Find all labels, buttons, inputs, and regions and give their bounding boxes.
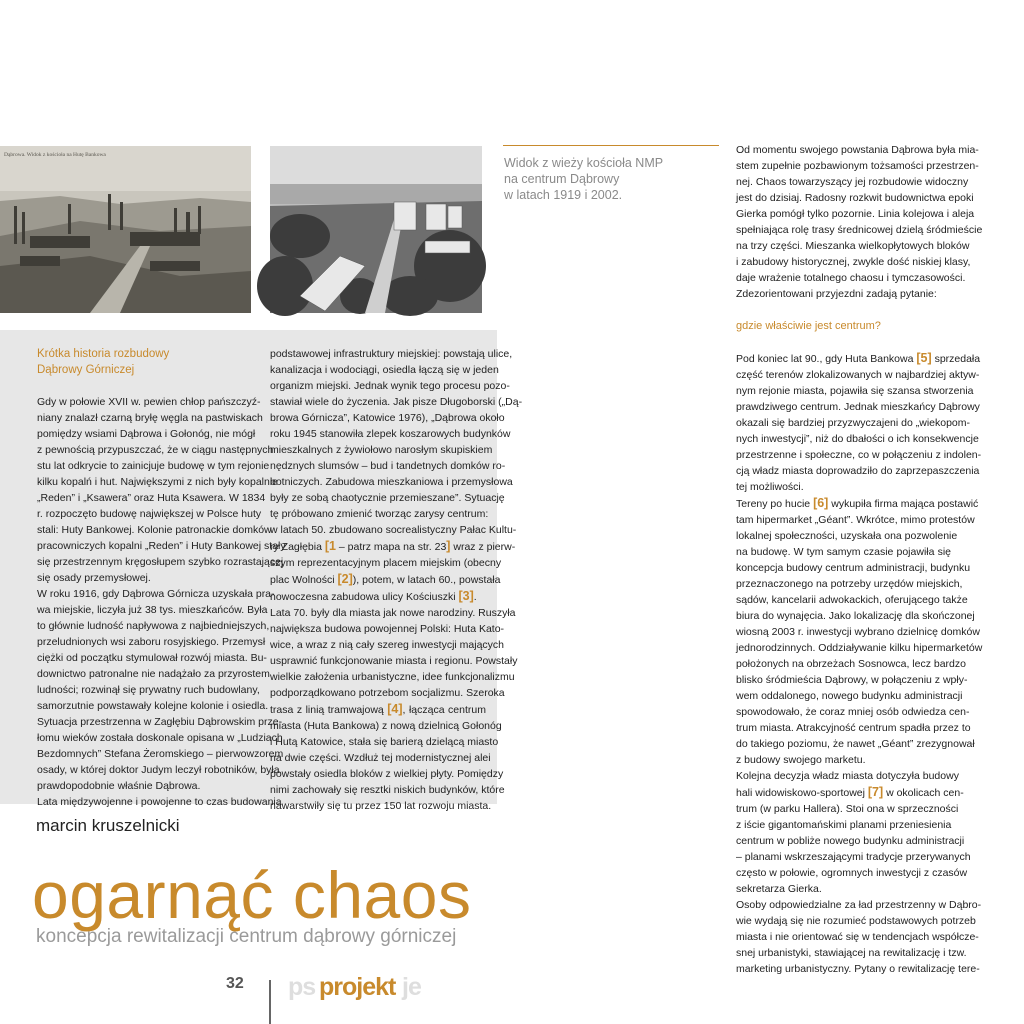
text-line: sądów, kancelarii adwokackich, oferującego także	[736, 594, 968, 606]
text-line: koncepcja budowy centrum administracji, budynku	[736, 562, 971, 574]
photo-1919-image	[0, 146, 251, 313]
text-line: kanalizacja i wodociągi, osiedla łączą się w jeden	[270, 364, 499, 376]
text-fragment: wykupiła firma mająca postawić	[828, 498, 979, 510]
text-line: okazali się bardziej przyzwyczajeni do „wiekopom-	[736, 417, 971, 429]
caption-line: Widok z wieży kościoła NMP	[504, 156, 664, 170]
text-line: wiosną 2003 r. inwestycji wybrano dzielnicę domków	[736, 626, 980, 638]
text-line: jednorodzinnych. Oddziaływanie kilku hipermarketów	[736, 642, 983, 654]
text-line: sekretarza Gierka.	[736, 883, 822, 895]
text-fragment: trasa z linią tramwajową	[270, 704, 388, 716]
photo-inscription: Dąbrowa. Widok z kościoła na Hutę Bankowa	[4, 152, 106, 158]
caption-rule	[503, 145, 719, 146]
map-reference: [5]	[916, 351, 932, 365]
text-line: cją władz miasta doprowadziło do zaprzepaszczenia	[736, 465, 980, 477]
text-line: przestrzenne i społeczne, co w połączeniu z indolen-	[736, 449, 982, 461]
history-column-2	[270, 346, 523, 814]
text-fragment: Tereny po hucie	[736, 498, 814, 510]
text-line: stali: Huty Bankowej. Kolonie patronackie domków	[37, 524, 272, 536]
text-line: Bezdomnych” Stefana Żeromskiego – pierwowzorem	[37, 748, 284, 760]
text-line: Gierka pomógł tylko pozornie. Linia kolejowa i aleja	[736, 208, 975, 220]
text-line	[270, 588, 486, 605]
text-line: do takiego poziomu, że nawet „Géant” zrezygnował	[736, 738, 975, 750]
text-line: mieszkalnych z żywiołowo narosłym skupiskiem	[270, 444, 493, 456]
text-line: daje wrażenie totalnego chaosu i tymczasowości.	[736, 272, 966, 284]
text-fragment: nowoczesna zabudowa ulicy Kościuszki	[270, 591, 459, 603]
text-line: się osady przemysłowej.	[37, 572, 151, 584]
text-line: prawdziwego centrum. Jednak mieszkańcy Dąbrowy	[736, 401, 980, 413]
text-line	[736, 350, 981, 367]
text-line: na budowę. W tym samym czasie pojawiła się	[736, 546, 951, 558]
map-reference: [7]	[867, 785, 884, 799]
text-line: pracowniczych kopalni „Reden” i Huty Bankowej stały	[37, 540, 286, 552]
text-line	[270, 538, 516, 555]
text-line: z budowy swojego marketu.	[736, 754, 866, 766]
text-line: jest do dzisiaj. Radosny rozkwit budownictwa epoki	[736, 192, 974, 204]
text-line: nimi zachowały się resztki niskich budynków, które	[270, 784, 505, 796]
text-line: położonych na obrzeżach Sosnowca, lecz bardzo	[736, 658, 966, 670]
article-column	[736, 142, 983, 977]
text-line: W roku 1916, gdy Dąbrowa Górnicza uzyskała pra-	[37, 588, 275, 600]
text-line: łomu wieków została doskonale opisana w „Ludziach	[37, 732, 283, 744]
text-line: botniczych. Zabudowa mieszkaniowa i przemysłowa	[270, 476, 513, 488]
text-line: spowodowało, że coraz mniej osób odwiedza cen-	[736, 706, 970, 718]
photo-caption	[504, 155, 719, 203]
page-number: 32	[226, 975, 244, 992]
map-reference: [4]	[387, 702, 403, 716]
text-line: r. rozpoczęto budowę największej w Polsce huty	[37, 508, 262, 520]
text-line: marketing urbanistyczny. Pytany o rewitalizację tere-	[736, 963, 980, 975]
text-line: trum miasta. Atrakcyjność centrum spadła przez to	[736, 722, 971, 734]
photo-2002	[270, 146, 482, 313]
text-fragment: – patrz mapa na str. 23	[335, 541, 447, 553]
history-text-1	[37, 394, 286, 810]
map-reference: [2]	[337, 572, 353, 586]
text-fragment: wraz z pierw-	[450, 541, 516, 553]
text-line: część terenów zlokalizowanych w najbardziej aktyw-	[736, 369, 980, 381]
text-line: Kolejna decyzja władz miasta dotyczyła budowy	[736, 770, 959, 782]
text-line: w latach 50. zbudowano socrealistyczny Pałac Kultu-	[270, 524, 517, 536]
text-line: spełniająca rolę trasy średnicowej dzielą śródmieście	[736, 224, 983, 236]
text-line: i zabudowy historycznej, zwykle dość niskiej klasy,	[736, 256, 971, 268]
footer-section-name: projekt	[319, 973, 396, 1001]
caption-line: w latach 1919 i 2002.	[504, 188, 623, 202]
text-line: – planami wskrzeszającymi tradycje przerywanych	[736, 851, 971, 863]
text-fragment: ry Zagłębia	[270, 541, 325, 553]
text-line: roku 1945 stanowiła zlepek koszarowych budynków	[270, 428, 511, 440]
footer-rule	[269, 980, 271, 1024]
history-text-2	[270, 346, 523, 814]
text-line: tę próbowano zmienić tworząc zarysy centrum:	[270, 508, 489, 520]
text-line	[270, 571, 501, 588]
text-line: szym reprezentacyjnym placem miejskim (obecny	[270, 557, 502, 569]
text-line	[270, 701, 486, 718]
footer-ghost-left: ps	[288, 973, 316, 1001]
text-fragment: sprzedała	[931, 353, 981, 365]
text-fragment: plac Wolności	[270, 574, 338, 586]
text-line	[736, 495, 979, 512]
text-line: samorzutnie powstawały kolejne kolonie i osiedla.	[37, 700, 269, 712]
text-line: nej. Chaos towarzyszący jej rozbudowie widoczny	[736, 176, 969, 188]
text-line: Osoby odpowiedzialne za ład przestrzenny w Dąbro-	[736, 899, 982, 911]
text-line: często w połowie, ogromnych inwestycji z czasów	[736, 867, 968, 879]
text-line: stawiał wiele do życzenia. Jak pisze Długoborski („Dą-	[270, 396, 523, 408]
text-fragment: ), potem, w latach 60., powstała	[352, 574, 501, 586]
article-author: marcin kruszelnicki	[36, 816, 180, 835]
text-line: największa budowa powojennej Polski: Huta Kato-	[270, 623, 505, 635]
text-line: biura do wynajęcia. Jako lokalizację dla skończonej	[736, 610, 975, 622]
text-line: pomiędzy wsiami Dąbrowa i Gołonóg, nie mógł	[37, 428, 256, 440]
text-line: się przestrzennym kręgosłupem szybko rozrastającej	[37, 556, 284, 568]
footer-ghost-right: je	[402, 973, 421, 1001]
caption-line: na centrum Dąbrowy	[504, 172, 620, 186]
text-fragment: w okolicach cen-	[883, 787, 964, 799]
text-line: ciężki od początku stymulował rozwój miasta. Bu-	[37, 652, 267, 664]
text-line: blisko śródmieścia Dąbrowy, w połączeniu z wpły-	[736, 674, 968, 686]
article-question: gdzie właściwie jest centrum?	[736, 320, 881, 332]
text-fragment: hali widowiskowo-sportowej	[736, 787, 868, 799]
text-line: usprawnić funkcjonowanie miasta i regionu. Powstały	[270, 655, 518, 667]
text-line: przeznaczonego na potrzeby urzędów miejskich,	[736, 578, 963, 590]
text-line: lokalnej społeczności, uzyskała ona pozwolenie	[736, 530, 958, 542]
history-heading: Krótka historia rozbudowy	[37, 348, 170, 360]
text-line: tam hipermarket „Géant”. Wkrótce, mimo protestów	[736, 514, 975, 526]
text-line: miasta (Huta Bankowa) z nową dzielnicą Gołonóg	[270, 720, 502, 732]
text-line: niany znalazł czarną bryłę węgla na pastwiskach	[37, 412, 263, 424]
history-heading: Dąbrowy Górniczej	[37, 364, 135, 376]
text-line: to głównie ludność napływowa z najbiedniejszych,	[37, 620, 270, 632]
text-line: Od momentu swojego powstania Dąbrowa była mia-	[736, 144, 979, 156]
article-title: ogarnąć chaos	[32, 858, 472, 932]
article-body	[736, 350, 983, 977]
text-line: Sytuacja przestrzenna w Zagłębiu Dąbrowskim prze-	[37, 716, 283, 728]
text-line: snej urbanistyki, stawiającej na rewitalizację i tzw.	[736, 947, 967, 959]
text-line: z pewnością przypuszczać, że w ciągu następnych	[37, 444, 274, 456]
text-line	[736, 784, 964, 801]
map-reference: ]	[446, 539, 451, 553]
text-line: stu lat odkrycie to zainicjuje budowę w tym rejonie	[37, 460, 270, 472]
text-line: podstawowej infrastruktury miejskiej: powstają ulice,	[270, 348, 513, 360]
text-fragment: , łącząca centrum	[402, 704, 486, 716]
article-subtitle: koncepcja rewitalizacji centrum dąbrowy górniczej	[36, 926, 457, 947]
text-line: prawdopodobnie właśnie Dąbrowa.	[37, 780, 201, 792]
text-fragment: Pod koniec lat 90., gdy Huta Bankowa	[736, 353, 917, 365]
text-line: browa Górnicza”, Katowice 1976), „Dąbrowa około	[270, 412, 505, 424]
text-line: nym rejonie miasta, pojawiła się szansa stworzenia	[736, 385, 974, 397]
text-line: „Reden” i „Ksawera” oraz Huta Ksawera. W 1834	[37, 492, 266, 504]
text-line: ludności; rozwinął się prywatny ruch budowlany,	[37, 684, 260, 696]
text-line: wielkie założenia urbanistyczne, idee funkcjonalizmu	[270, 671, 515, 683]
text-line: Lata międzywojenne i powojenne to czas budowania	[37, 796, 282, 808]
text-line: i Hutą Katowice, stała się barierą dzielącą miasto	[270, 736, 499, 748]
text-line: wie wydają się nie rozumieć podstawowych potrzeb	[736, 915, 976, 927]
text-line: były ze sobą chaotycznie przemieszane”. Sytuację	[270, 492, 505, 504]
text-line: downictwo patronalne nie nadążało za przyrostem	[37, 668, 270, 680]
text-line: na dwie części. Wzdłuż tej modernistycznej alei	[270, 752, 491, 764]
text-line: Zdezorientowani przyjezdni zadają pytanie:	[736, 288, 937, 300]
text-line: nędznych slumsów – bud i tandetnych domków ro-	[270, 460, 506, 472]
text-line: z iście gigantomańskimi planami przeniesienia	[736, 819, 952, 831]
history-column-1	[37, 346, 286, 810]
text-line: wa miejskie, liczyła już 38 tys. mieszkańców. Była	[37, 604, 268, 616]
text-line: miasta i nie orientować się w tendencjach współcze-	[736, 931, 979, 943]
text-line: trum (w parku Hallera). Stoi ona w sprzeczności	[736, 803, 959, 815]
text-line: Gdy w połowie XVII w. pewien chłop pańszczyź-	[37, 396, 261, 408]
article-intro	[736, 142, 983, 302]
text-line: stem zupełnie pozbawionym tożsamości przestrzen-	[736, 160, 979, 172]
text-line: wice, a wraz z nią cały szereg inwestycji mających	[270, 639, 504, 651]
photo-2002-image	[270, 146, 482, 313]
map-reference: [1	[324, 539, 336, 553]
text-line: tej możliwości.	[736, 481, 804, 493]
text-line: wem oddalonego, nowego budynku administracji	[736, 690, 963, 702]
text-line: podporządkowano potrzebom socjalizmu. Szeroka	[270, 687, 505, 699]
text-line: osady, w której doktor Judym leczył robotników, była	[37, 764, 280, 776]
text-line: powstały osiedla bloków z wielkiej płyty. Pomiędzy	[270, 768, 504, 780]
text-line: przeludnionych wsi zaboru rosyjskiego. Przemysł	[37, 636, 266, 648]
text-line: centrum w pobliże nowego budynku administracji	[736, 835, 965, 847]
photo-1919	[0, 146, 251, 313]
text-line: na trzy części. Mieszanka wielkopłytowych bloków	[736, 240, 970, 252]
text-line: Lata 70. były dla miasta jak nowe narodziny. Ruszyła	[270, 607, 516, 619]
text-line: nych inwestycji”, niż do dbałości o ich konsekwencje	[736, 433, 979, 445]
text-line: kilku kopalń i hut. Największymi z nich były kopalnie	[37, 476, 279, 488]
text-line: nawarstwiły się tu przez 150 lat rozwoju miasta.	[270, 800, 492, 812]
text-fragment: .	[473, 591, 477, 603]
map-reference: [6]	[813, 496, 829, 510]
text-line: organizm miejski. Jednak wynik tego procesu pozo-	[270, 380, 510, 392]
map-reference: [3]	[458, 589, 474, 603]
